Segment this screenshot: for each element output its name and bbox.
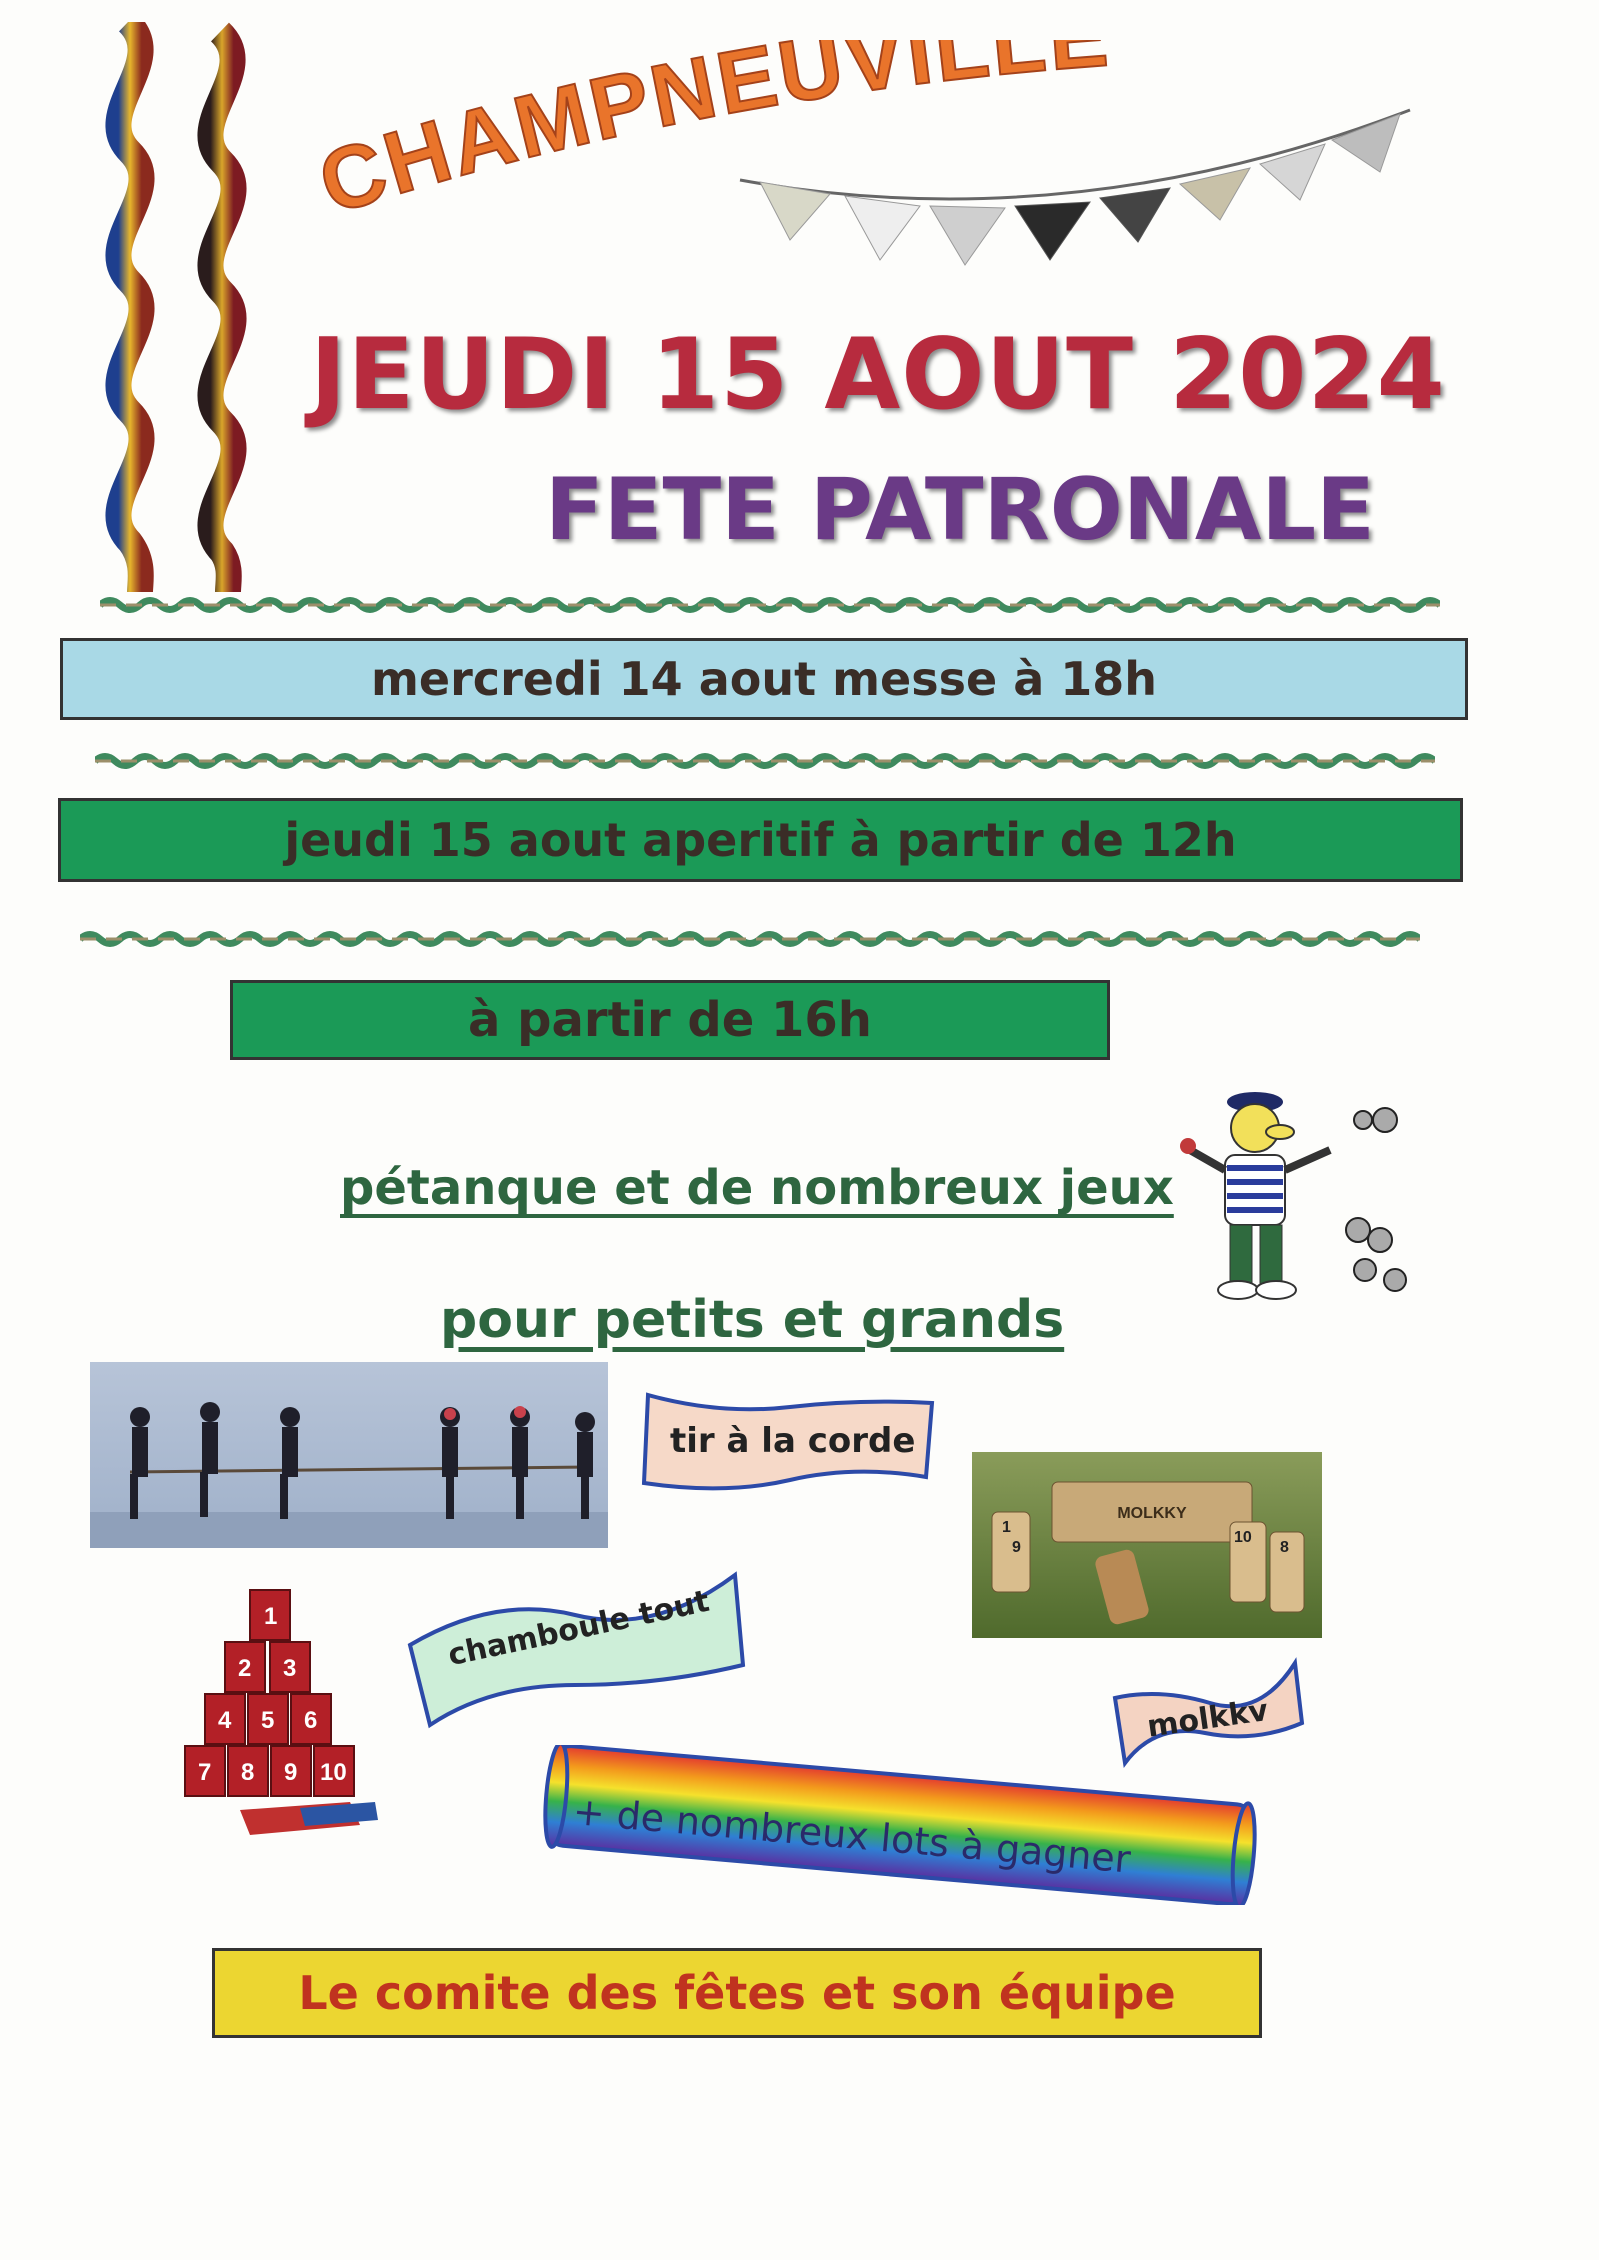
aperitif-schedule-band bbox=[58, 798, 1463, 882]
audience-line: pour petits et grands bbox=[440, 1290, 1065, 1350]
can-number: 4 bbox=[218, 1707, 232, 1734]
mass-schedule-text: mercredi 14 aout messe à 18h bbox=[370, 652, 1158, 706]
can-number: 7 bbox=[198, 1759, 212, 1786]
garland-divider bbox=[95, 752, 1435, 770]
event-name-title: FETE PATRONALE bbox=[545, 460, 1375, 560]
prizes-banner bbox=[535, 1745, 1263, 1905]
streamer-ribbons-image bbox=[100, 22, 290, 592]
tug-of-war-image bbox=[90, 1362, 608, 1548]
town-title-text: HAMPNEUVILL bbox=[372, 40, 1053, 213]
afternoon-schedule-text: à partir de 16h bbox=[468, 992, 872, 1048]
chamboule-tout-label bbox=[405, 1575, 745, 1725]
organizer-text: Le comite des fêtes et son équipe bbox=[298, 1966, 1176, 2020]
organizer-band bbox=[212, 1948, 1262, 2038]
can-pyramid-image bbox=[180, 1580, 380, 1850]
bunting-flags-image bbox=[720, 90, 1420, 290]
can-number: 6 bbox=[304, 1707, 318, 1734]
can-number: 9 bbox=[284, 1759, 298, 1786]
mass-schedule-band bbox=[60, 638, 1468, 720]
games-line: pétanque et de nombreux jeux bbox=[340, 1160, 1174, 1216]
can-number: 1 bbox=[264, 1603, 278, 1630]
prizes-banner-text: + de nombreux lots à gagner bbox=[571, 1789, 1133, 1882]
can-number: 3 bbox=[283, 1655, 297, 1682]
molkky-pin-number: 1 bbox=[1002, 1519, 1011, 1536]
tug-of-war-label-text: tir à la corde bbox=[670, 1421, 916, 1461]
event-date-title: JEUDI 15 AOUT 2024 bbox=[310, 318, 1446, 432]
petanque-player-image bbox=[1180, 1080, 1425, 1330]
molkky-game-image bbox=[972, 1452, 1322, 1638]
garland-divider bbox=[80, 930, 1420, 948]
aperitif-schedule-text: jeudi 15 aout aperitif à partir de 12h bbox=[284, 813, 1237, 867]
can-number: 5 bbox=[261, 1707, 275, 1734]
molkky-pin-number: 10 bbox=[1234, 1529, 1252, 1546]
can-number: 2 bbox=[238, 1655, 252, 1682]
molkky-label-text: molkkv bbox=[1145, 1693, 1271, 1745]
chamboule-tout-label-text: chamboule tout bbox=[445, 1583, 713, 1674]
garland-divider bbox=[100, 596, 1440, 614]
molkky-box-label: MOLKKY bbox=[1117, 1505, 1187, 1522]
can-number: 8 bbox=[241, 1759, 255, 1786]
can-number: 10 bbox=[320, 1759, 347, 1786]
tug-of-war-label bbox=[640, 1385, 940, 1495]
molkky-pin-number: 8 bbox=[1280, 1539, 1289, 1556]
molkky-pin-number: 9 bbox=[1012, 1539, 1021, 1556]
afternoon-schedule-band bbox=[230, 980, 1110, 1060]
